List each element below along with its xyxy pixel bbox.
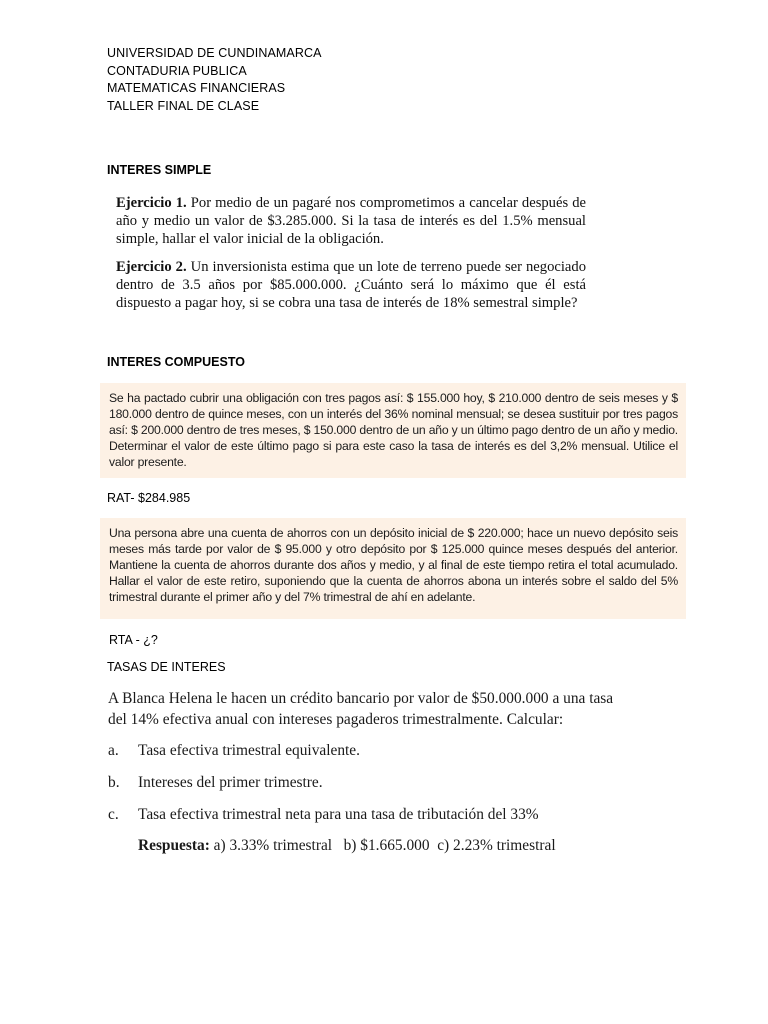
item-text: Intereses del primer trimestre. (138, 774, 323, 791)
tasas-item-c (108, 805, 628, 826)
answer-line-2: RTA - ¿? (109, 633, 158, 647)
item-letter: c. (108, 806, 119, 823)
tasas-problem (108, 688, 628, 855)
problem-box-2: Una persona abre una cuenta de ahorros con un depósito inicial de $ 220.000; hace un nuevo depósito seis meses más tarde por valor de $ 95.000 y otro depósito por $ 125.000 quince meses después del anterior. Mantiene la cuenta de ahorros durante dos años y medio, y al final de este tiempo retira el total acumulado. Hallar el valor de este retiro, suponiendo que la cuenta de ahorros abona un interés sobre el saldo del 5% trimestral durante el primer año y del 7% trimestral de ahí en adelante. (100, 518, 686, 619)
header-assignment: TALLER FINAL DE CLASE (107, 98, 260, 113)
exercise-1 (116, 194, 586, 249)
answer-text: a) 3.33% trimestral b) $1.665.000 c) 2.23% trimestral (209, 837, 556, 854)
answer-line-1: RAT- $284.985 (107, 491, 191, 505)
tasas-intro: A Blanca Helena le hacen un crédito bancario por valor de $50.000.000 a una tasa del 14% efectiva anual con intereses pagaderos trimestralmente. Calcular: (108, 690, 614, 728)
problem-box-1: Se ha pactado cubrir una obligación con tres pagos así: $ 155.000 hoy, $ 210.000 dentro de seis meses y $ 180.000 dentro de quince meses, con un interés del 36% nominal mensual; se desea sustituir por tres pagos así: $ 200.000 dentro de tres meses, $ 150.000 dentro de un año y un último pago dentro de un año y medio. Determinar el valor de este último pago si para este caso la tasa de interés es del 3,2% mensual. Utilice el valor presente. (100, 383, 686, 478)
tasas-answer (138, 836, 628, 855)
item-letter: b. (108, 774, 120, 791)
document-header (107, 45, 322, 115)
exercise-2-text: Un inversionista estima que un lote de terreno puede ser negociado dentro de 3.5 años por $85.000.000. ¿Cuánto será lo máximo que él está dispuesto a pagar hoy, si se cobra una tasa de interés de 18% semestral simple? (116, 258, 586, 312)
exercise-1-text: Por medio de un pagaré nos comprometimos a cancelar después de año y medio un valor de $3.285.000. Si la tasa de interés es del 1.5% mensual simple, hallar el valor inicial de la obligación. (116, 195, 586, 248)
tasas-item-a (108, 741, 628, 762)
item-letter: a. (108, 742, 119, 759)
header-university: UNIVERSIDAD DE CUNDINAMARCA (107, 46, 322, 60)
exercise-1-label: Ejercicio 1. (116, 195, 187, 211)
item-text: Tasa efectiva trimestral neta para una tasa de tributación del 33% (138, 806, 539, 823)
header-course: MATEMATICAS FINANCIERAS (107, 81, 286, 95)
item-text: Tasa efectiva trimestral equivalente. (138, 742, 360, 759)
interes-simple-exercises (116, 194, 586, 321)
exercise-2-label: Ejercicio 2. (116, 258, 187, 275)
answer-label: Respuesta: (138, 837, 210, 854)
tasas-item-b (108, 773, 628, 794)
section-title-interes-compuesto: INTERES COMPUESTO (107, 355, 245, 369)
exercise-2 (116, 258, 586, 313)
header-program: CONTADURIA PUBLICA (107, 63, 247, 78)
section-title-interes-simple: INTERES SIMPLE (107, 163, 212, 177)
section-title-tasas: TASAS DE INTERES (107, 660, 226, 674)
